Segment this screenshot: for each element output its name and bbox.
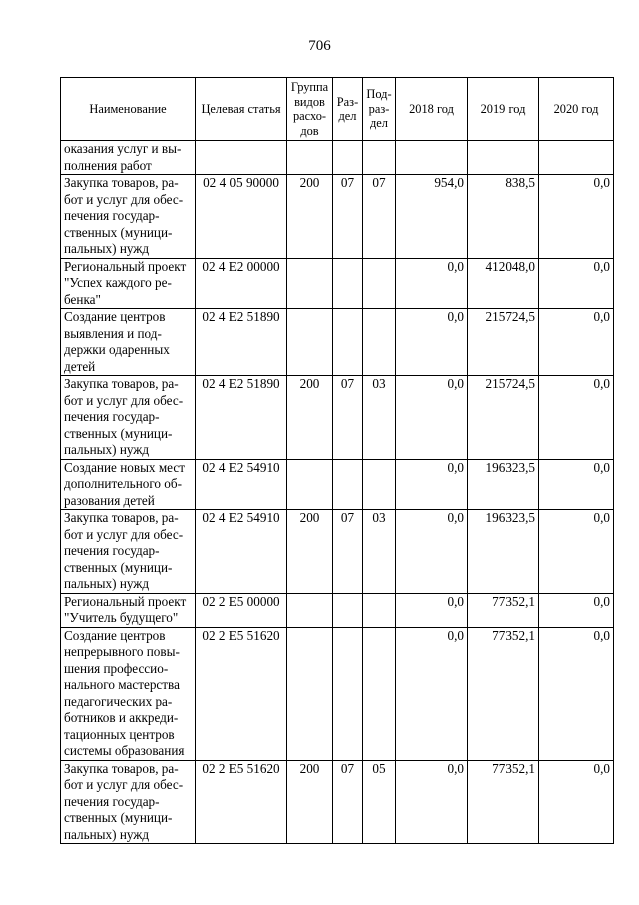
cell-2019: 77352,1 xyxy=(468,627,539,760)
cell-expense-group: 200 xyxy=(287,760,333,844)
cell-expense-group: 200 xyxy=(287,510,333,594)
cell-2019: 196323,5 xyxy=(468,510,539,594)
cell-2018: 0,0 xyxy=(396,510,468,594)
cell-2018: 0,0 xyxy=(396,593,468,627)
cell-2019: 215724,5 xyxy=(468,309,539,376)
cell-article: 02 4 05 90000 xyxy=(196,175,287,259)
header-name: Наименование xyxy=(61,78,196,141)
cell-2018: 0,0 xyxy=(396,309,468,376)
cell-subsection xyxy=(363,593,396,627)
cell-subsection xyxy=(363,309,396,376)
cell-section xyxy=(333,593,363,627)
table-row xyxy=(61,510,614,594)
table-row xyxy=(61,258,614,309)
cell-2019: 196323,5 xyxy=(468,459,539,510)
table-row xyxy=(61,760,614,844)
cell-article: 02 2 E5 00000 xyxy=(196,593,287,627)
cell-2020: 0,0 xyxy=(539,459,614,510)
cell-2019: 412048,0 xyxy=(468,258,539,309)
cell-2020 xyxy=(539,141,614,175)
header-expense-group: Группа видов расхо-дов xyxy=(287,78,333,141)
cell-2020: 0,0 xyxy=(539,510,614,594)
header-2018: 2018 год xyxy=(396,78,468,141)
cell-name: оказания услуг и вы- полнения работ xyxy=(61,141,196,175)
cell-expense-group: 200 xyxy=(287,376,333,460)
cell-subsection: 05 xyxy=(363,760,396,844)
cell-name: Закупка товаров, ра- бот и услуг для обес- печения государ- ственных (муници- пальных) нужд xyxy=(61,760,196,844)
cell-2020: 0,0 xyxy=(539,376,614,460)
cell-name: Создание новых мест дополнительного об- разования детей xyxy=(61,459,196,510)
cell-2019: 77352,1 xyxy=(468,760,539,844)
cell-subsection: 07 xyxy=(363,175,396,259)
table-row xyxy=(61,459,614,510)
cell-expense-group xyxy=(287,141,333,175)
cell-2018: 0,0 xyxy=(396,258,468,309)
table-row xyxy=(61,593,614,627)
cell-expense-group xyxy=(287,459,333,510)
cell-article: 02 2 E5 51620 xyxy=(196,760,287,844)
cell-section: 07 xyxy=(333,175,363,259)
cell-2019 xyxy=(468,141,539,175)
header-row xyxy=(61,78,614,141)
table-row xyxy=(61,309,614,376)
cell-name: Закупка товаров, ра- бот и услуг для обес- печения государ- ственных (муници- пальных) нужд xyxy=(61,175,196,259)
budget-table xyxy=(60,77,614,844)
cell-2019: 838,5 xyxy=(468,175,539,259)
header-subsection: Под-раз-дел xyxy=(363,78,396,141)
cell-article: 02 4 E2 54910 xyxy=(196,510,287,594)
cell-subsection xyxy=(363,141,396,175)
cell-expense-group xyxy=(287,309,333,376)
cell-2018 xyxy=(396,141,468,175)
cell-article: 02 4 E2 00000 xyxy=(196,258,287,309)
header-section: Раз-дел xyxy=(333,78,363,141)
cell-2020: 0,0 xyxy=(539,309,614,376)
cell-section: 07 xyxy=(333,510,363,594)
cell-2018: 0,0 xyxy=(396,376,468,460)
table-row xyxy=(61,141,614,175)
cell-subsection xyxy=(363,258,396,309)
cell-article: 02 4 E2 51890 xyxy=(196,309,287,376)
cell-2018: 0,0 xyxy=(396,459,468,510)
table-row xyxy=(61,175,614,259)
cell-subsection xyxy=(363,459,396,510)
cell-section: 07 xyxy=(333,376,363,460)
cell-article xyxy=(196,141,287,175)
cell-2020: 0,0 xyxy=(539,258,614,309)
table-row xyxy=(61,627,614,760)
cell-section xyxy=(333,141,363,175)
cell-article: 02 4 E2 54910 xyxy=(196,459,287,510)
cell-section xyxy=(333,459,363,510)
cell-2018: 0,0 xyxy=(396,627,468,760)
cell-name: Закупка товаров, ра- бот и услуг для обес- печения государ- ственных (муници- пальных) нужд xyxy=(61,510,196,594)
cell-article: 02 4 E2 51890 xyxy=(196,376,287,460)
header-2019: 2019 год xyxy=(468,78,539,141)
cell-section xyxy=(333,258,363,309)
cell-2018: 954,0 xyxy=(396,175,468,259)
cell-expense-group xyxy=(287,258,333,309)
cell-name: Закупка товаров, ра- бот и услуг для обес- печения государ- ственных (муници- пальных) нужд xyxy=(61,376,196,460)
cell-2019: 77352,1 xyxy=(468,593,539,627)
table-row xyxy=(61,376,614,460)
cell-section xyxy=(333,309,363,376)
cell-2020: 0,0 xyxy=(539,593,614,627)
cell-section xyxy=(333,627,363,760)
cell-2020: 0,0 xyxy=(539,760,614,844)
header-article: Целевая статья xyxy=(196,78,287,141)
cell-2019: 215724,5 xyxy=(468,376,539,460)
cell-name: Региональный проект "Учитель будущего" xyxy=(61,593,196,627)
cell-2020: 0,0 xyxy=(539,175,614,259)
cell-2018: 0,0 xyxy=(396,760,468,844)
page-number: 706 xyxy=(308,38,331,54)
cell-section: 07 xyxy=(333,760,363,844)
cell-subsection: 03 xyxy=(363,376,396,460)
table-body xyxy=(61,141,614,844)
cell-subsection xyxy=(363,627,396,760)
cell-name: Создание центров выявления и под- держки одаренных детей xyxy=(61,309,196,376)
cell-name: Региональный проект "Успех каждого ре- бенка" xyxy=(61,258,196,309)
cell-article: 02 2 E5 51620 xyxy=(196,627,287,760)
cell-expense-group xyxy=(287,627,333,760)
header-2020: 2020 год xyxy=(539,78,614,141)
cell-expense-group: 200 xyxy=(287,175,333,259)
cell-expense-group xyxy=(287,593,333,627)
cell-2020: 0,0 xyxy=(539,627,614,760)
cell-subsection: 03 xyxy=(363,510,396,594)
cell-name: Создание центров непрерывного повы- шения профессио- нального мастерства педагогических ра- ботников и аккреди- тационных центров системы образования xyxy=(61,627,196,760)
